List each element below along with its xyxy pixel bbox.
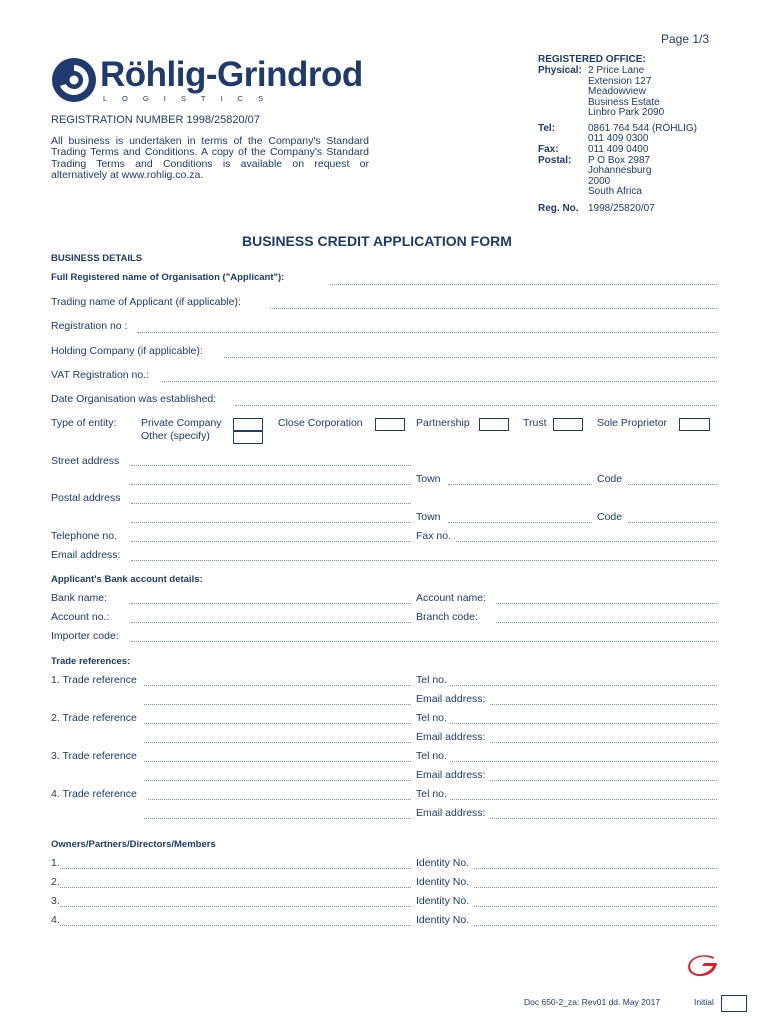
trade-ref-4-tel-field[interactable] bbox=[450, 799, 717, 800]
trade-ref-2-field-2[interactable] bbox=[144, 742, 411, 743]
trade-ref-3-email-field[interactable] bbox=[490, 780, 717, 781]
initial-box[interactable] bbox=[721, 995, 747, 1012]
trade-ref-1-tel-field[interactable] bbox=[450, 685, 717, 686]
trade-ref-1-label: 1. Trade reference bbox=[51, 674, 137, 686]
trade-ref-3-tel-label: Tel no. bbox=[416, 750, 447, 762]
postal-line: P O Box 2987 bbox=[588, 154, 651, 166]
trade-ref-1-email-label: Email address: bbox=[416, 693, 486, 705]
trade-ref-3-label: 3. Trade reference bbox=[51, 750, 137, 762]
trade-ref-4-label: 4. Trade reference bbox=[51, 788, 137, 800]
postal-line: South Africa bbox=[588, 186, 642, 197]
trade-ref-4-field-2[interactable] bbox=[144, 818, 411, 819]
rohlig-swirl-icon bbox=[50, 56, 98, 104]
private-company-checkbox[interactable] bbox=[233, 418, 263, 431]
trade-ref-3-field-2[interactable] bbox=[144, 780, 411, 781]
email-label: Email address: bbox=[51, 549, 121, 561]
physical-label: Physical: bbox=[538, 65, 582, 76]
trade-ref-2-tel-field[interactable] bbox=[450, 723, 717, 724]
importer-code-label: Importer code: bbox=[51, 630, 119, 642]
partnership-label: Partnership bbox=[416, 417, 470, 429]
postal-address-field-2[interactable] bbox=[131, 522, 411, 523]
postal-label: Postal: bbox=[538, 154, 572, 166]
trade-ref-3-field[interactable] bbox=[144, 761, 411, 762]
telephone-label: Telephone no. bbox=[51, 530, 117, 542]
owner-3-identity-label: Identity No. bbox=[416, 895, 470, 907]
postal-code-label: Code bbox=[597, 511, 623, 523]
bank-name-field[interactable] bbox=[131, 603, 411, 604]
branch-code-field[interactable] bbox=[496, 622, 717, 623]
trade-ref-1-email-field[interactable] bbox=[490, 704, 717, 705]
full-name-field[interactable] bbox=[330, 284, 717, 285]
terms-paragraph: All business is undertaken in terms of the Company's Standard Trading Terms and Conditions. A copy of the Company's Standard Trading Terms and Conditions is available on request or alternatively at www.rohlig.co.za. bbox=[51, 135, 369, 181]
logo-tagline: L O G I S T I C S bbox=[103, 94, 270, 103]
street-address-field[interactable] bbox=[131, 465, 411, 466]
owner-3-identity-field[interactable] bbox=[474, 906, 717, 907]
owner-3-field[interactable] bbox=[60, 906, 411, 907]
postal-town-label: Town bbox=[416, 511, 441, 523]
owner-4-label: 4. bbox=[51, 914, 60, 926]
page-number: Page 1/3 bbox=[661, 32, 710, 46]
street-address-field-2[interactable] bbox=[131, 484, 411, 485]
physical-line: Extension 127 bbox=[588, 75, 652, 87]
trade-ref-2-email-label: Email address: bbox=[416, 731, 486, 743]
trade-ref-4-email-field[interactable] bbox=[490, 818, 717, 819]
sole-proprietor-label: Sole Proprietor bbox=[597, 417, 668, 429]
trade-ref-4-email-label: Email address: bbox=[416, 807, 486, 819]
trade-ref-2-field[interactable] bbox=[144, 723, 411, 724]
postal-town-field[interactable] bbox=[448, 522, 592, 523]
fax-label: Fax: bbox=[538, 144, 559, 155]
owner-4-identity-label: Identity No. bbox=[416, 914, 470, 926]
bank-heading: Applicant's Bank account details: bbox=[51, 574, 203, 585]
fax-no-field[interactable] bbox=[456, 541, 717, 542]
owner-1-field[interactable] bbox=[60, 868, 411, 869]
owner-2-identity-field[interactable] bbox=[474, 887, 717, 888]
grindrod-g-icon bbox=[687, 955, 719, 977]
street-town-field[interactable] bbox=[448, 484, 592, 485]
physical-line: Business Estate bbox=[588, 96, 660, 108]
street-address-label: Street address bbox=[51, 455, 120, 467]
trust-label: Trust bbox=[523, 417, 547, 429]
bank-name-label: Bank name: bbox=[51, 592, 108, 604]
other-label: Other (specify) bbox=[141, 430, 210, 442]
doc-reference: Doc 650-2_za: Rev01 dd. May 2017 bbox=[524, 997, 661, 1007]
office-heading: REGISTERED OFFICE: bbox=[538, 54, 646, 65]
entity-label: Type of entity: bbox=[51, 417, 117, 429]
vat-label: VAT Registration no.: bbox=[51, 369, 150, 381]
trade-ref-3-email-label: Email address: bbox=[416, 769, 486, 781]
other-checkbox[interactable] bbox=[233, 431, 263, 444]
date-established-field[interactable] bbox=[235, 405, 717, 406]
owner-1-identity-field[interactable] bbox=[474, 868, 717, 869]
email-field[interactable] bbox=[131, 560, 717, 561]
registration-no-label: Registration no : bbox=[51, 320, 128, 332]
postal-address-field[interactable] bbox=[131, 503, 411, 504]
owner-1-identity-label: Identity No. bbox=[416, 857, 470, 869]
trade-ref-1-tel-label: Tel no. bbox=[416, 674, 447, 686]
physical-line: Linbro Park 2090 bbox=[588, 107, 665, 118]
owner-2-identity-label: Identity No. bbox=[416, 876, 470, 888]
sole-proprietor-checkbox[interactable] bbox=[679, 418, 710, 431]
close-corporation-checkbox[interactable] bbox=[375, 418, 405, 431]
importer-code-field[interactable] bbox=[131, 641, 717, 642]
telephone-field[interactable] bbox=[131, 541, 411, 542]
trade-ref-2-email-field[interactable] bbox=[490, 742, 717, 743]
account-no-field[interactable] bbox=[131, 622, 411, 623]
full-name-label: Full Registered name of Organisation ("Applicant"): bbox=[51, 272, 285, 283]
account-name-label: Account name: bbox=[416, 592, 487, 604]
postal-line: Johannesburg bbox=[588, 165, 652, 176]
close-corporation-label: Close Corporation bbox=[278, 417, 363, 429]
owners-heading: Owners/Partners/Directors/Members bbox=[51, 839, 216, 850]
vat-field[interactable] bbox=[162, 381, 717, 382]
form-title: BUSINESS CREDIT APPLICATION FORM bbox=[242, 233, 512, 249]
physical-line: 2 Price Lane bbox=[588, 65, 645, 76]
trading-name-label: Trading name of Applicant (if applicable): bbox=[51, 296, 241, 308]
date-established-label: Date Organisation was established: bbox=[51, 393, 217, 405]
private-company-label: Private Company bbox=[141, 417, 222, 429]
trade-ref-4-field[interactable] bbox=[148, 799, 411, 800]
trust-checkbox[interactable] bbox=[553, 418, 583, 431]
trade-ref-4-tel-label: Tel no. bbox=[416, 788, 447, 800]
holding-company-label: Holding Company (if applicable): bbox=[51, 345, 203, 357]
postal-address-label: Postal address bbox=[51, 492, 121, 504]
owner-2-field[interactable] bbox=[60, 887, 411, 888]
registration-number: REGISTRATION NUMBER 1998/25820/07 bbox=[51, 114, 260, 126]
trade-heading: Trade references: bbox=[51, 656, 131, 667]
initial-label: Initial bbox=[694, 997, 714, 1007]
owner-2-label: 2. bbox=[51, 876, 60, 888]
owner-1-label: 1. bbox=[51, 857, 60, 869]
trade-ref-2-label: 2. Trade reference bbox=[51, 712, 137, 724]
trade-ref-2-tel-label: Tel no. bbox=[416, 712, 447, 724]
fax-no-label: Fax no. bbox=[416, 530, 452, 542]
street-code-label: Code bbox=[597, 473, 623, 485]
physical-line: Meadowview bbox=[588, 86, 646, 97]
tel-label: Tel: bbox=[538, 122, 556, 134]
reg-label: Reg. No. bbox=[538, 203, 579, 214]
owner-3-label: 3. bbox=[51, 895, 60, 907]
trade-ref-1-field-2[interactable] bbox=[144, 704, 411, 705]
registration-no-field[interactable] bbox=[137, 332, 717, 333]
fax-value: 011 409 0400 bbox=[588, 144, 649, 155]
trading-name-field[interactable] bbox=[270, 308, 717, 309]
trade-ref-3-tel-field[interactable] bbox=[450, 761, 717, 762]
account-no-label: Account no.: bbox=[51, 611, 110, 623]
tel-line: 0861 764 544 (RÖHLIG) bbox=[588, 122, 697, 134]
account-name-field[interactable] bbox=[496, 603, 717, 604]
trade-ref-1-field[interactable] bbox=[144, 685, 411, 686]
business-details-heading: BUSINESS DETAILS bbox=[51, 253, 143, 264]
street-code-field[interactable] bbox=[628, 484, 717, 485]
owner-4-identity-field[interactable] bbox=[474, 925, 717, 926]
partnership-checkbox[interactable] bbox=[479, 418, 509, 431]
owner-4-field[interactable] bbox=[60, 925, 411, 926]
postal-code-field[interactable] bbox=[628, 522, 717, 523]
logo-wordmark: Röhlig-Grindrod bbox=[100, 55, 363, 94]
street-town-label: Town bbox=[416, 473, 441, 485]
reg-value: 1998/25820/07 bbox=[588, 203, 655, 214]
tel-line: 011 409 0300 bbox=[588, 133, 649, 144]
holding-company-field[interactable] bbox=[224, 357, 717, 358]
postal-line: 2000 bbox=[588, 175, 611, 187]
branch-code-label: Branch code: bbox=[416, 611, 478, 623]
